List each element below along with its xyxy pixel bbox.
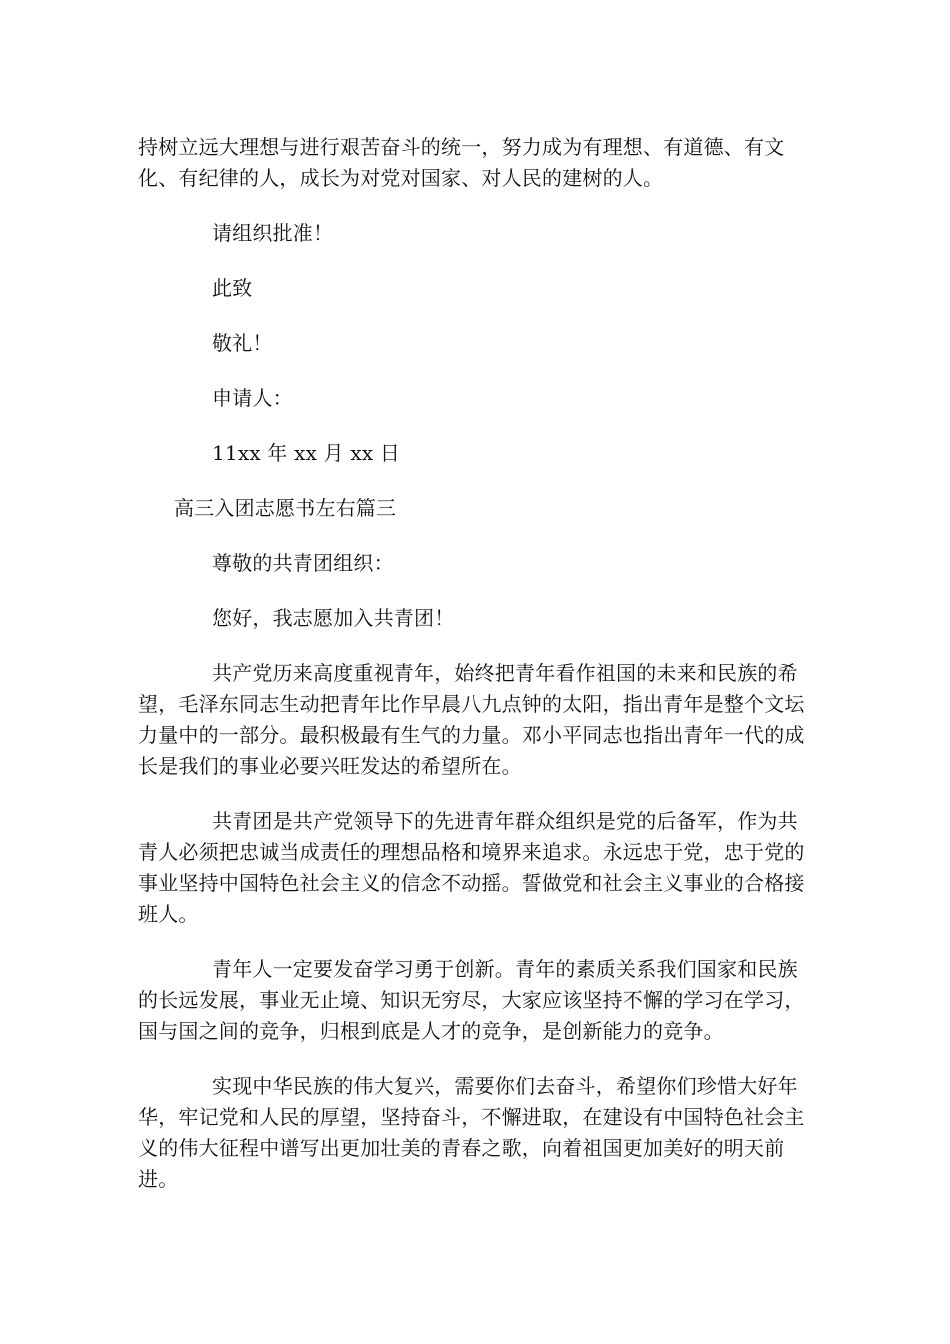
body-paragraph-3: 青年人一定要发奋学习勇于创新。青年的素质关系我们国家和民族的长远发展，事业无止境、知识无穷尽，大家应该坚持不懈的学习在学习，国与国之间的竞争，归根到底是人才的竞争，是创新能力的竞争。	[138, 957, 805, 1043]
document-content	[138, 132, 810, 1219]
greeting: 您好，我志愿加入共青团！	[212, 606, 455, 630]
closing-line-1: 此致	[212, 276, 253, 300]
body-paragraph-4: 实现中华民族的伟大复兴，需要你们去奋斗，希望你们珍惜大好年华，牢记党和人民的厚望，坚持奋斗，不懈进取，在建设有中国特色社会主义的伟大征程中谱写出更加壮美的青春之歌，向着祖国更加美好的明天前进。	[138, 1074, 805, 1191]
section-title: 高三入团志愿书左右篇三	[174, 496, 397, 520]
closing-line-2: 敬礼！	[212, 331, 273, 355]
salutation: 尊敬的共青团组织：	[212, 551, 394, 575]
body-paragraph-2: 共青团是共产党领导下的先进青年群众组织是党的后备军，作为共青人必须把忠诚当成责任的理想品格和境界来追求。永远忠于党，忠于党的事业坚持中国特色社会主义的信念不动摇。誓做党和社会主义事业的合格接班人。	[138, 809, 805, 926]
approval-request: 请组织批准！	[212, 221, 334, 245]
body-paragraph-1: 共产党历来高度重视青年，始终把青年看作祖国的未来和民族的希望，毛泽东同志生动把青年比作早晨八九点钟的太阳，指出青年是整个文坛力量中的一部分。最积极最有生气的力量。邓小平同志也指出青年一代的成长是我们的事业必要兴旺发达的希望所在。	[138, 661, 805, 778]
applicant-label: 申请人：	[212, 386, 293, 410]
paragraph-conclusion: 持树立远大理想与进行艰苦奋斗的统一，努力成为有理想、有道德、有文化、有纪律的人，成长为对党对国家、对人民的建树的人。	[138, 135, 785, 190]
date-line: 11xx 年 xx 月 xx 日	[212, 441, 401, 465]
